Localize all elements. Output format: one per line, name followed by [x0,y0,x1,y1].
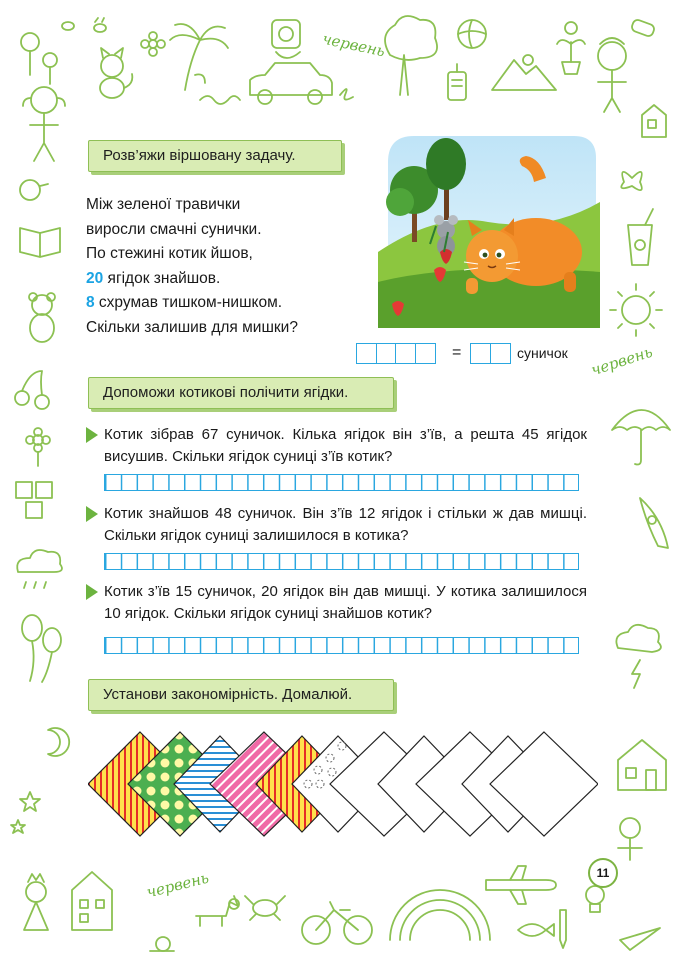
equals-sign: = [452,344,462,361]
flower-left-icon [26,428,50,466]
crab-icon [245,896,285,920]
section3-instruction: Установи закономірність. Домалюй. [88,679,394,711]
bullet-arrow-icon [86,506,98,522]
poem-line-number: 20 ягідок знайшов. [86,269,221,287]
palm-tree-icon [170,24,228,90]
car-icon [250,63,332,104]
poem-line: Скільки залишив для мишки? [86,318,298,336]
cloud-lightning-icon [616,625,661,688]
scribble-icon [340,89,353,100]
month-label-bottom: червень [144,868,211,902]
fish-icon [518,924,554,936]
task-text: Котик знайшов 48 суничок. Він з’їв 12 ягідок і стільки ж дав мишці. Скільки ягідок суниці залишилося в котика? [104,505,587,544]
ball-icon [458,20,486,48]
poem-line: виросли смачні сунички. [86,220,262,238]
paper-plane-icon [620,928,660,950]
section2-instruction: Допоможи котикові полічити ягідки. [88,377,394,409]
bullet-arrow-icon [86,584,98,600]
tree-icon [385,16,437,95]
poem-line-number: 8 схрумав тишком-нишком. [86,294,283,311]
rainbow-icon [390,890,490,940]
answer-unit: суничок [517,345,568,361]
poem [86,193,298,340]
boy-doodle-icon [598,38,626,112]
girl-doodle-icon [23,87,65,161]
poem-line: Між зеленої травички [86,196,241,213]
poem-line: По стежині котик йшов, [86,245,253,262]
mobile-icon [448,64,466,100]
answer-row[interactable] [104,474,579,491]
moon-icon [48,728,69,756]
answer-row[interactable] [104,637,579,654]
pattern-diamonds [88,728,598,848]
answer-cells-left[interactable] [356,343,434,364]
bulb-icon [586,886,604,912]
house-bottom-icon [72,872,112,930]
answer-row[interactable] [104,553,579,570]
airplane-icon [486,866,556,904]
dog-icon [196,896,239,926]
bicycle-icon [302,902,372,944]
book-icon [20,228,60,257]
kid-right-icon [618,818,642,860]
task-text: Котик з’їв 15 суничок, 20 ягідок він дав мишці. У котика залишилося 10 ягідок. Скільки ягідок суниці знайшов котик? [104,583,587,622]
rocket-icon [640,498,668,548]
answer-cell[interactable] [356,343,377,364]
phone-icon [272,20,300,58]
umbrella-icon [612,410,670,465]
teddy-bear-icon [29,293,55,342]
answer-cell[interactable] [376,343,397,364]
answer-cells-right[interactable] [470,343,509,364]
month-label-top: червень [320,29,387,61]
princess-icon [24,874,48,930]
snail-icon [150,937,174,951]
pencil-icon [560,910,566,948]
candy-icon [631,19,656,38]
cat-doodle-icon [100,48,132,98]
sun-icon [610,284,662,336]
task-text: Котик зібрав 67 суничок. Кілька ягідок він з’їв, а решта 45 ягідок висушив. Скільки ягідок суниці з’їв котик? [104,426,587,465]
answer-cell[interactable] [490,343,511,364]
section1-instruction: Розв’яжи віршовану задачу. [88,140,342,172]
worm-icon [200,96,240,104]
answer-cell[interactable] [395,343,416,364]
bee-icon [62,18,106,32]
answer-cell[interactable] [415,343,436,364]
bird-icon [20,180,48,200]
cat-mouse-illustration [378,132,600,328]
mountains-icon [492,55,556,90]
bullet-arrow-icon [86,427,98,443]
flower-icon [141,32,165,56]
lollipop-icon [21,33,57,84]
month-label-right: червень [588,342,655,380]
house-icon [642,105,666,137]
lemonade-icon [628,209,653,265]
cloud-rain-icon [17,550,62,588]
answer-cell[interactable] [470,343,491,364]
blocks-icon [16,482,52,518]
house-right-icon [618,740,666,790]
cherries-icon [15,371,49,409]
butterfly-icon [621,172,641,190]
potted-plant-icon [557,22,585,74]
page-number: 11 [588,858,618,888]
stars-icon [11,792,40,833]
balloons-icon [22,615,61,682]
